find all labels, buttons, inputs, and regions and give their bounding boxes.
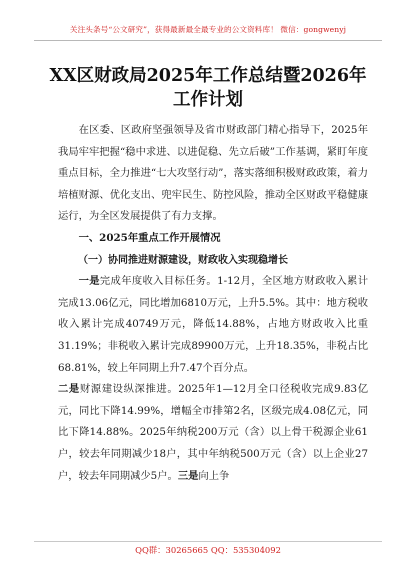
- paragraph-2-lead: 二是: [58, 383, 80, 396]
- promo-header: 关注头条号“公文研究”，获得最新最全最专业的公文资料库！ 微信：gongwenyj: [69, 25, 347, 34]
- paragraph-3-text: 向上争: [198, 469, 230, 482]
- header-divider: [34, 40, 382, 41]
- paragraph-2: [58, 379, 368, 487]
- promo-footer: QQ群：30265665 QQ：535304092: [135, 545, 281, 555]
- paragraph-1-lead: 一是: [78, 275, 100, 288]
- document-body: [58, 120, 368, 487]
- section-heading: 一、2025年重点工作开展情况: [78, 231, 221, 244]
- paragraph-2-text: 财源建设纵深推进。2025年1—12月全口径税收完成9.83亿元，同比下降14.99%，增幅全市排第2名，区级完成4.08亿元，同比下降14.88%。2025年纳税200万元（含）以上骨干税源企业61户，较去年同期减少18户，其中年纳税500万元（含）以上企业27户，较去年同期减少5户。: [58, 383, 368, 482]
- paragraph-1-text: 完成年度收入目标任务。1-12月，全区地方财政收入累计完成13.06亿元，同比增加6810万元，上升5.5%。其中：地方税收收入累计完成40749万元，降低14.88%，占地方财政收入比重31.19%；非税收入累计完成89900万元，上升18.35%，非税占比68.81%，较上年同期上升7.47个百分点。: [58, 275, 369, 374]
- document-title: [34, 64, 382, 112]
- paragraph-3-lead: 三是: [177, 469, 199, 482]
- footer-divider: [34, 541, 382, 542]
- title-line-1: XX区财政局2025年工作总结暨2026年: [49, 66, 367, 86]
- paragraph-1: [58, 271, 368, 379]
- subsection-heading: （一）协同推进财源建设，财政收入实现稳增长: [78, 254, 288, 266]
- intro-paragraph: 在区委、区政府坚强领导及省市财政部门精心指导下，2025年我局牢牢把握“稳中求进、以进促稳、先立后破”工作基调，紧盯年度重点目标，全力推进“七大攻坚行动”，落实落细积极财政政策，着力培植财源、优化支出、兜牢民生、防控风险，推动全区财政平稳健康运行，为全区发展提供了有力支撑。: [58, 124, 368, 223]
- title-line-2: 工作计划: [173, 90, 243, 110]
